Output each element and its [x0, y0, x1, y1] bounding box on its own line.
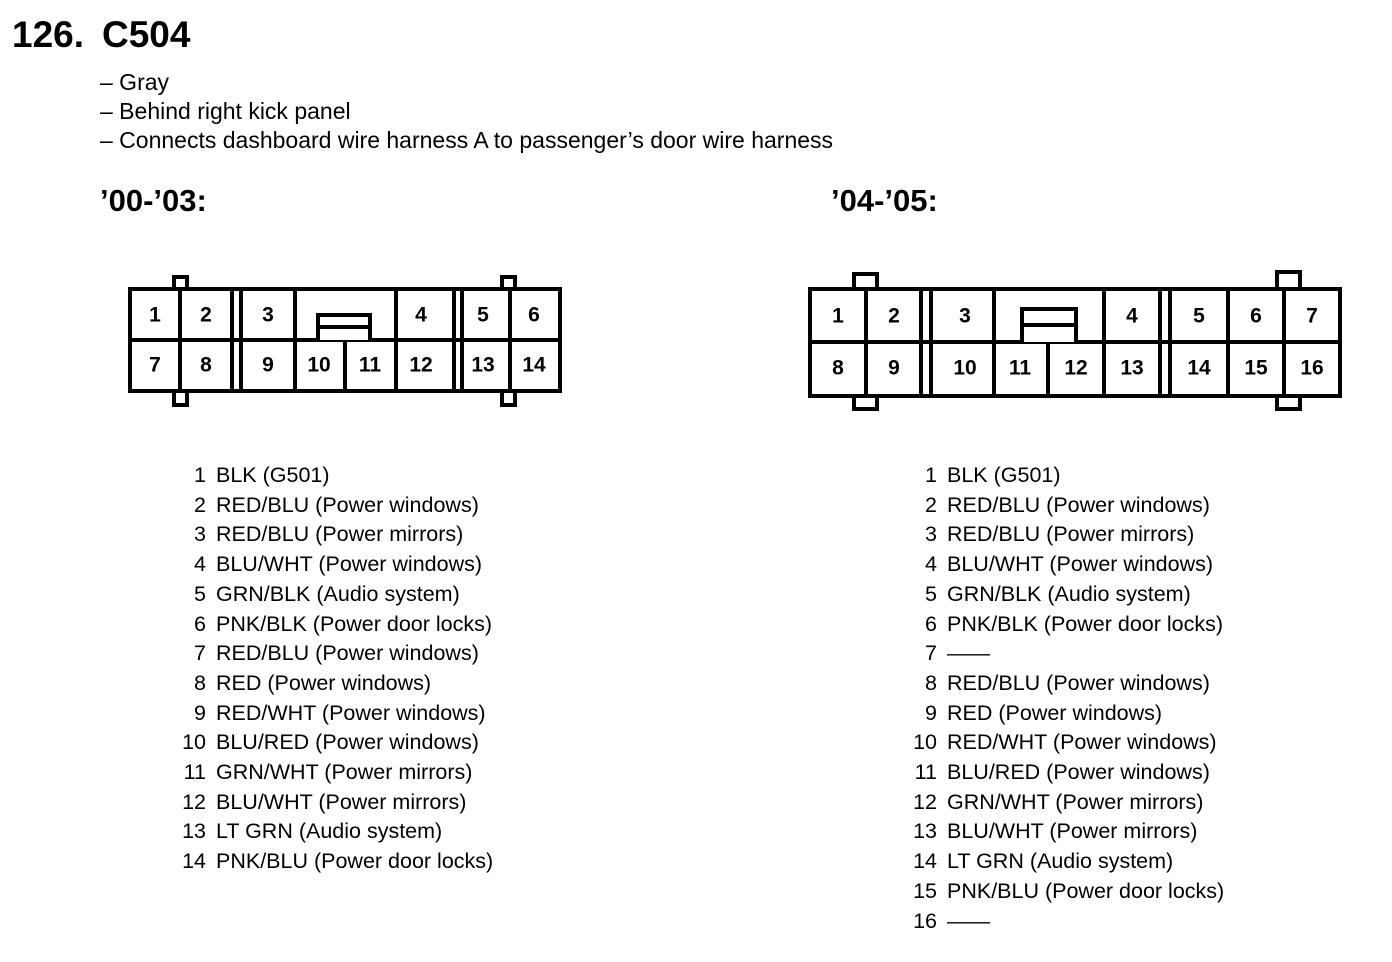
pin-number: 10 [182, 730, 206, 755]
connector-title [12, 14, 190, 56]
pin-label: 1 [832, 304, 844, 328]
pin-label: 7 [149, 353, 161, 377]
pin-number: 7 [194, 641, 206, 666]
pin-number: 7 [925, 641, 937, 666]
pin-row [913, 847, 1224, 877]
pin-label: 3 [262, 303, 274, 327]
pin-row [182, 817, 493, 847]
pin-number: 12 [182, 789, 206, 814]
pin-number: 9 [925, 700, 937, 725]
pin-wire-description: PNK/BLK (Power door locks) [216, 611, 493, 636]
pin-row [182, 461, 493, 491]
pin-row [913, 610, 1224, 640]
pin-row [182, 699, 493, 729]
pin-number: 4 [194, 552, 206, 577]
pin-number: 3 [194, 522, 206, 547]
pin-wire-description: RED/WHT (Power windows) [216, 700, 486, 725]
pin-row [913, 550, 1224, 580]
pin-row [182, 758, 493, 788]
pin-label: 8 [200, 353, 212, 377]
pin-row [913, 788, 1224, 818]
pin-wire-description: PNK/BLU (Power door locks) [216, 849, 494, 874]
pin-label: 9 [262, 353, 274, 377]
pin-wire-description: LT GRN (Audio system) [216, 819, 443, 844]
pin-number: 2 [194, 492, 206, 517]
pin-row [182, 520, 493, 550]
pin-row [182, 550, 493, 580]
pin-wire-description: RED/BLU (Power windows) [947, 670, 1210, 695]
pin-row [913, 907, 1224, 937]
pin-number: 6 [925, 611, 937, 636]
pin-number: 3 [925, 522, 937, 547]
pin-label: 10 [307, 353, 331, 377]
pin-wire-description: BLU/RED (Power windows) [947, 760, 1210, 785]
pin-wire-description: —— [947, 641, 990, 666]
pin-label: 1 [149, 303, 161, 327]
pin-wire-description: RED (Power windows) [947, 700, 1163, 725]
pin-label: 5 [1193, 304, 1205, 328]
pin-row [182, 580, 493, 610]
section-heading-00-03: ’00-’03: [100, 183, 207, 218]
pin-number: 6 [194, 611, 206, 636]
pin-wire-description: RED/WHT (Power windows) [947, 730, 1217, 755]
pin-label: 13 [471, 353, 495, 377]
pin-number: 10 [913, 730, 937, 755]
pin-wire-description: GRN/WHT (Power mirrors) [947, 789, 1204, 814]
pin-label: 4 [1126, 304, 1138, 328]
pin-label: 16 [1300, 356, 1324, 380]
pin-number: 9 [194, 700, 206, 725]
pin-number: 14 [913, 849, 937, 874]
pin-row [913, 669, 1224, 699]
pin-row [913, 461, 1224, 491]
pin-row [182, 847, 493, 877]
pin-row [913, 728, 1224, 758]
pin-label: 4 [415, 303, 427, 327]
pin-number: 4 [925, 552, 937, 577]
pin-label: 6 [1250, 304, 1262, 328]
pin-row [913, 520, 1224, 550]
pin-wire-description: BLU/RED (Power windows) [216, 730, 479, 755]
pin-label: 11 [1008, 356, 1032, 380]
pin-wire-description: GRN/WHT (Power mirrors) [216, 760, 473, 785]
pin-row [913, 877, 1224, 907]
pin-wire-description: RED/BLU (Power windows) [947, 492, 1210, 517]
pin-list-00-03 [182, 461, 493, 877]
pin-number: 5 [925, 581, 937, 606]
pin-label: 3 [959, 304, 971, 328]
pin-wire-description: RED/BLU (Power mirrors) [216, 522, 464, 547]
pin-row [913, 758, 1224, 788]
pin-label: 10 [953, 356, 977, 380]
pin-list-04-05 [913, 461, 1224, 936]
latch-bottom-right [502, 391, 515, 405]
pin-wire-description: BLU/WHT (Power windows) [216, 552, 483, 577]
pin-number: 16 [913, 908, 937, 933]
pin-wire-description: RED/BLU (Power windows) [216, 641, 479, 666]
description-connection: – Connects dashboard wire harness A to passenger’s door wire harness [100, 127, 834, 153]
pin-number: 12 [913, 789, 937, 814]
pin-number: 8 [925, 670, 937, 695]
pin-row [913, 817, 1224, 847]
section-heading-04-05: ’04-’05: [831, 183, 938, 218]
pin-number: 5 [194, 581, 206, 606]
pin-wire-description: PNK/BLK (Power door locks) [947, 611, 1224, 636]
pin-wire-description: BLU/WHT (Power mirrors) [947, 819, 1198, 844]
pin-label: 12 [409, 353, 433, 377]
pin-row [913, 639, 1224, 669]
pin-number: 1 [194, 463, 206, 487]
item-number: 126. [12, 14, 85, 55]
pin-number: 13 [913, 819, 937, 844]
pin-label: 13 [1120, 356, 1144, 380]
pin-number: 13 [182, 819, 206, 844]
pin-number: 14 [182, 849, 206, 874]
pin-row [913, 699, 1224, 729]
pin-row [182, 788, 493, 818]
pin-label: 14 [1187, 356, 1211, 380]
pin-wire-description: RED (Power windows) [216, 670, 432, 695]
pin-wire-description: LT GRN (Audio system) [947, 849, 1174, 874]
pin-label: 6 [528, 303, 540, 327]
pin-label: 2 [200, 303, 212, 327]
pin-label: 12 [1064, 356, 1088, 380]
pin-label: 11 [358, 353, 382, 377]
connector-id: C504 [102, 14, 191, 55]
description-location: – Behind right kick panel [100, 98, 351, 124]
pin-wire-description: PNK/BLU (Power door locks) [947, 878, 1225, 903]
pin-number: 11 [183, 760, 206, 785]
pin-row [182, 728, 493, 758]
connector-face-04-05 [800, 264, 1352, 420]
pin-wire-description: —— [947, 908, 990, 933]
pin-number: 15 [913, 878, 937, 903]
pin-row [913, 491, 1224, 521]
pin-wire-description: BLU/WHT (Power mirrors) [216, 789, 467, 814]
latch-top-left [854, 274, 877, 289]
latch-bottom-left [174, 391, 187, 405]
pin-wire-description: BLK (G501) [947, 463, 1061, 487]
description-color: – Gray [100, 69, 170, 95]
connector-description [100, 68, 833, 155]
pin-row [182, 639, 493, 669]
pin-wire-description: BLK (G501) [216, 463, 330, 487]
pin-row [913, 580, 1224, 610]
pin-row [182, 491, 493, 521]
pin-wire-description: BLU/WHT (Power windows) [947, 552, 1214, 577]
pin-label: 15 [1244, 356, 1268, 380]
pin-number: 2 [925, 492, 937, 517]
pin-label: 2 [888, 304, 900, 328]
pin-wire-description: GRN/BLK (Audio system) [947, 581, 1191, 606]
pin-label: 14 [522, 353, 546, 377]
latch-top-right [1277, 272, 1300, 289]
pin-wire-description: RED/BLU (Power mirrors) [947, 522, 1195, 547]
pin-label: 5 [477, 303, 489, 327]
pin-wire-description: GRN/BLK (Audio system) [216, 581, 460, 606]
pin-label: 8 [832, 356, 844, 380]
pin-row [182, 610, 493, 640]
pin-number: 1 [925, 463, 937, 487]
pin-label: 9 [888, 356, 900, 380]
connector-face-00-03 [120, 268, 570, 418]
pin-wire-description: RED/BLU (Power windows) [216, 492, 479, 517]
pin-number: 11 [914, 760, 937, 785]
pin-number: 8 [194, 670, 206, 695]
pin-row [182, 669, 493, 699]
pin-label: 7 [1306, 304, 1318, 328]
